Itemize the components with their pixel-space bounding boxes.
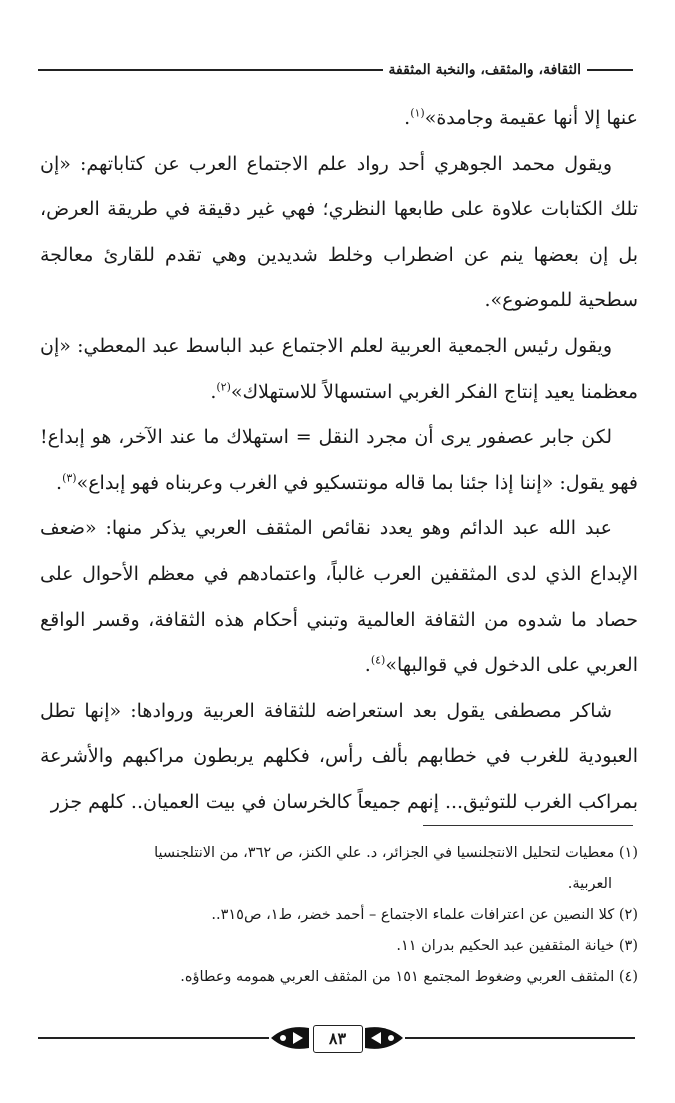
ornament-icon — [269, 1022, 405, 1054]
running-title: الثقافة، والمثقف، والنخبة المثقفة — [388, 62, 581, 78]
paragraph-5 — [40, 506, 638, 688]
footnote-4-text: المثقف العربي وضغوط المجتمع ١٥١ من المثقف العربي همومه وعطاؤه. — [180, 969, 615, 985]
footer-rule-left — [38, 1037, 269, 1039]
footnote-ref-1: (١) — [410, 106, 425, 120]
header-rule-right — [587, 69, 633, 71]
footnote-2 — [40, 900, 638, 931]
footnote-ref-4: (٤) — [370, 653, 386, 667]
footnote-1-continuation: العربية. — [567, 876, 612, 892]
paragraph-6: شاكر مصطفى يقول بعد استعراضه للثقافة العربية وروادها: «إنها تطل العبودية للغرب في خطابهم بألف رأس، فكلهم يربطون مراكبهم والأشرعة بمراكب الغرب للتوثيق... إنهم جميعاً كالخرسان في بيت العميان.. كلهم جزر — [40, 699, 638, 813]
footnote-separator — [423, 825, 633, 826]
footnote-2-text: كلا النصين عن اعترافات علماء الاجتماع – أحمد خضر، ط١، ص٣١٥.. — [211, 907, 615, 923]
page-footer — [38, 1020, 635, 1056]
paragraph-1-end: . — [404, 107, 411, 129]
paragraph-4-end: . — [56, 471, 63, 494]
footnote-3-number: (٣) — [618, 938, 638, 954]
paragraph-5-end: . — [364, 654, 371, 677]
body-text — [40, 96, 638, 826]
footnote-1-number: (١) — [618, 845, 638, 861]
footnote-1-text: معطيات لتحليل الانتجلنسيا في الجزائر، د. علي الكنز، ص ٣٦٢، من الانتلجنسيا — [154, 845, 615, 861]
header-rule-left — [38, 69, 383, 71]
footnote-4-number: (٤) — [618, 969, 638, 985]
footnote-3 — [40, 931, 638, 962]
paragraph-4-text: لكن جابر عصفور يرى أن مجرد النقل = استهلاك ما عند الآخر، هو إبداع! فهو يقول: «إننا إذا جئنا بما قاله مونتسكيو في الغرب وعربناه فهو إبداع» — [40, 426, 638, 494]
footnote-1 — [40, 838, 638, 900]
paragraph-3-end: . — [210, 380, 217, 403]
paragraph-3-text: ويقول رئيس الجمعية العربية لعلم الاجتماع عبد الباسط عبد المعطي: «إن معظمنا يعيد إنتاج الفكر الغربي استسهالاً للاستهلاك» — [40, 334, 638, 403]
paragraph-1 — [40, 96, 638, 142]
footer-rule-right — [405, 1037, 636, 1039]
paragraph-1-text: عنها إلا أنها عقيمة وجامدة» — [424, 107, 638, 129]
running-header — [38, 58, 633, 82]
page-number: ٨٣ — [313, 1025, 363, 1053]
footnote-2-number: (٢) — [618, 907, 638, 923]
footnote-ref-2: (٢) — [216, 380, 231, 394]
paragraph-5-text: عبد الله عبد الدائم وهو يعدد نقائص المثقف العربي يذكر منها: «ضعف الإبداع الذي لدى المثقفين العرب غالباً، واعتمادهم في معظم الأحوال على حصاد ما شدوه من الثقافة العالمية وتبني أحكام هذه الثقافة، وقسر الواقع العربي على الدخول في قوالبها» — [40, 517, 638, 677]
paragraph-3 — [40, 324, 638, 415]
footnotes — [40, 838, 638, 993]
paragraph-4 — [40, 415, 638, 506]
paragraph-2: ويقول محمد الجوهري أحد رواد علم الاجتماع العرب عن كتاباتهم: «إن تلك الكتابات علاوة على طابعها النظري؛ فهي غير دقيقة في طريقة العرض، بل إن بعضها ينم عن اضطراب وخلط شديدين وهي تقدم للقارئ معالجة سطحية للموضوع». — [40, 152, 638, 312]
footnote-ref-3: (٣) — [62, 471, 77, 485]
footnote-4 — [40, 962, 638, 993]
footnote-3-text: خيانة المثقفين عبد الحكيم بدران ١١. — [396, 938, 615, 954]
